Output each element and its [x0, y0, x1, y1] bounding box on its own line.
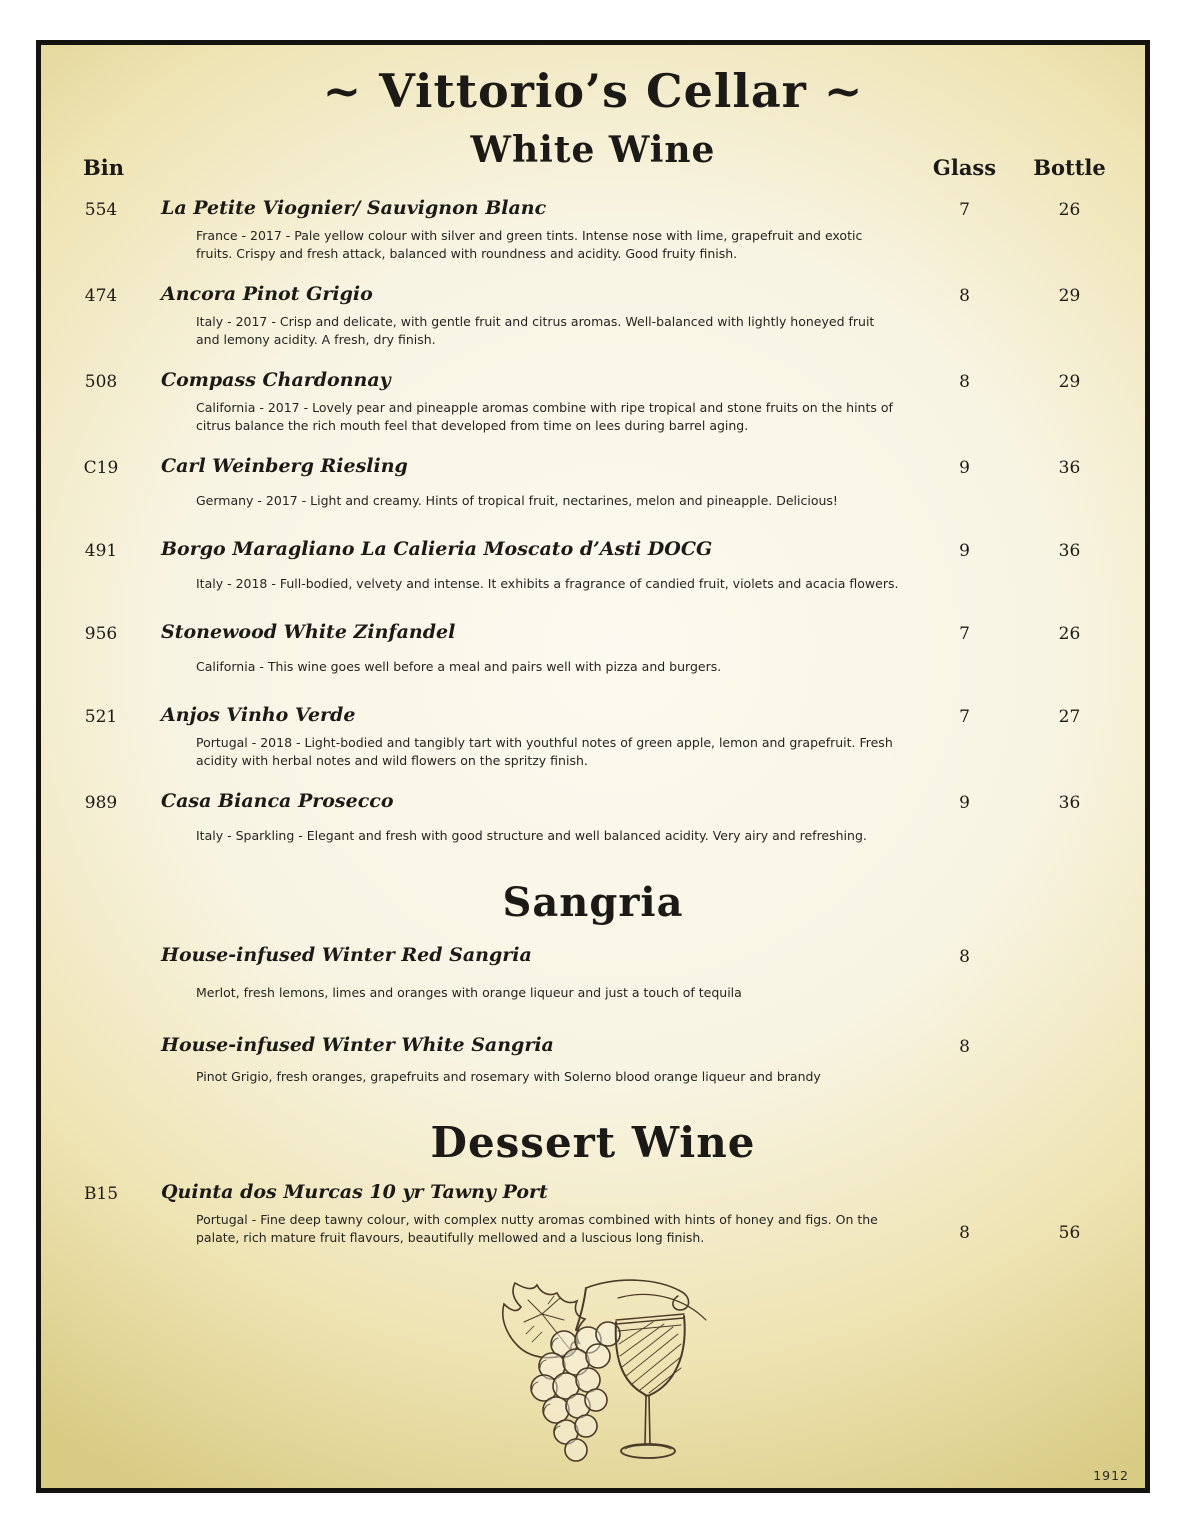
wine-name: Compass Chardonnay	[161, 369, 391, 391]
glass-price: 9	[959, 541, 970, 561]
wine-name: Ancora Pinot Grigio	[161, 283, 373, 305]
wine-entry	[41, 281, 1145, 348]
wine-entry	[41, 536, 1145, 600]
wine-name: Anjos Vinho Verde	[161, 704, 356, 726]
wine-description: California - 2017 - Lovely pear and pineapple aromas combine with ripe tropical and stone fruits on the hints of citrus balance the rich mouth feel that developed from time on lees during barrel aging.	[196, 400, 893, 433]
wine-entry	[41, 195, 1145, 262]
wine-name: Stonewood White Zinfandel	[161, 621, 456, 643]
section-heading-dessert-wine: Dessert Wine	[430, 1118, 756, 1167]
section-heading-white-wine: White Wine	[470, 129, 716, 171]
wine-bin: 508	[84, 372, 118, 392]
sangria-description: Pinot Grigio, fresh oranges, grapefruits and rosemary with Solerno blood orange liqueur and brandy	[196, 1068, 821, 1084]
wine-name: Quinta dos Murcas 10 yr Tawny Port	[161, 1181, 548, 1203]
column-header-bottle: Bottle	[1033, 155, 1106, 180]
wine-bin: 554	[84, 200, 118, 220]
wine-description: California - This wine goes well before a meal and pairs well with pizza and burgers.	[196, 659, 722, 675]
wine-name: Carl Weinberg Riesling	[161, 455, 408, 477]
wine-bin: 521	[84, 707, 118, 727]
wine-bin: 989	[84, 793, 118, 813]
glass-price: 9	[959, 793, 970, 813]
glass-price: 7	[959, 200, 970, 220]
wine-description: Italy - Sparkling - Elegant and fresh with good structure and well balanced acidity. Very airy and refreshing.	[196, 828, 867, 844]
glass-price: 9	[959, 458, 970, 478]
sangria-entry	[41, 1032, 1145, 1086]
wine-name: Casa Bianca Prosecco	[161, 790, 394, 812]
page-number: 1912	[1093, 1468, 1129, 1483]
glass-price: 7	[959, 624, 970, 644]
column-header-bin: Bin	[83, 155, 124, 180]
glass-price: 8	[959, 947, 970, 967]
bottle-price: 29	[1058, 372, 1081, 392]
wine-bin: C19	[83, 458, 119, 478]
glass-price: 8	[959, 372, 970, 392]
wine-menu-page	[36, 40, 1150, 1493]
wine-description: Italy - 2018 - Full-bodied, velvety and intense. It exhibits a fragrance of candied fruit, violets and acacia flowers.	[196, 576, 899, 592]
grapes-and-wine-glass-icon	[468, 1274, 718, 1479]
section-heading-sangria: Sangria	[502, 879, 684, 926]
sangria-section	[41, 942, 1145, 1085]
bottle-price: 26	[1058, 624, 1081, 644]
dessert-wine-section	[41, 1179, 1145, 1246]
bottle-price: 36	[1058, 458, 1081, 478]
glass-price: 8	[959, 1036, 970, 1057]
column-header-glass: Glass	[932, 155, 997, 180]
wine-entry	[41, 619, 1145, 683]
wine-description: Italy - 2017 - Crisp and delicate, with gentle fruit and citrus aromas. Well-balanced with lightly honeyed fruit and lemony acidity. A fresh, dry finish.	[196, 314, 875, 347]
sangria-description: Merlot, fresh lemons, limes and oranges with orange liqueur and just a touch of tequila	[196, 985, 742, 1000]
bottle-price: 56	[1058, 1223, 1081, 1243]
wine-bin: B15	[83, 1184, 119, 1204]
wine-entry	[41, 367, 1145, 434]
wine-entry	[41, 702, 1145, 769]
menu-title: ~ Vittorio’s Cellar ~	[322, 64, 864, 118]
wine-description: France - 2017 - Pale yellow colour with silver and green tints. Intense nose with lime, grapefruit and exotic fruits. Crispy and fresh attack, balanced with roundness and acidity. Good fruity finish.	[196, 228, 863, 261]
bottle-price: 36	[1058, 793, 1081, 813]
white-wine-section	[41, 195, 1145, 852]
wine-description: Portugal - 2018 - Light-bodied and tangibly tart with youthful notes of green apple, lemon and grapefruit. Fresh acidity with herbal notes and wild flowers on the spritzy finish.	[196, 735, 893, 768]
wine-description: Portugal - Fine deep tawny colour, with complex nutty aromas combined with hints of honey and figs. On the palate, rich mature fruit flavours, beautifully mellowed and a luscious long finish.	[196, 1212, 878, 1245]
glass-price: 8	[959, 286, 970, 306]
bottle-price: 29	[1058, 286, 1081, 306]
sangria-entry	[41, 942, 1145, 1002]
bottle-price: 26	[1058, 200, 1081, 220]
glass-price: 8	[959, 1223, 970, 1243]
wine-entry	[41, 453, 1145, 517]
bottle-price: 36	[1058, 541, 1081, 561]
wine-name: Borgo Maragliano La Calieria Moscato d’Asti DOCG	[161, 538, 713, 560]
wine-bin: 491	[84, 541, 118, 561]
wine-description: Germany - 2017 - Light and creamy. Hints of tropical fruit, nectarines, melon and pineapple. Delicious!	[196, 493, 838, 509]
wine-entry	[41, 788, 1145, 852]
wine-name: La Petite Viognier/ Sauvignon Blanc	[161, 197, 547, 219]
sangria-name: House-infused Winter Red Sangria	[161, 944, 532, 966]
glass-price: 7	[959, 707, 970, 727]
wine-bin: 956	[84, 624, 118, 644]
wine-bin: 474	[84, 286, 118, 306]
bottle-price: 27	[1058, 707, 1081, 727]
sangria-name: House-infused Winter White Sangria	[161, 1033, 554, 1056]
wine-entry	[41, 1179, 1145, 1246]
